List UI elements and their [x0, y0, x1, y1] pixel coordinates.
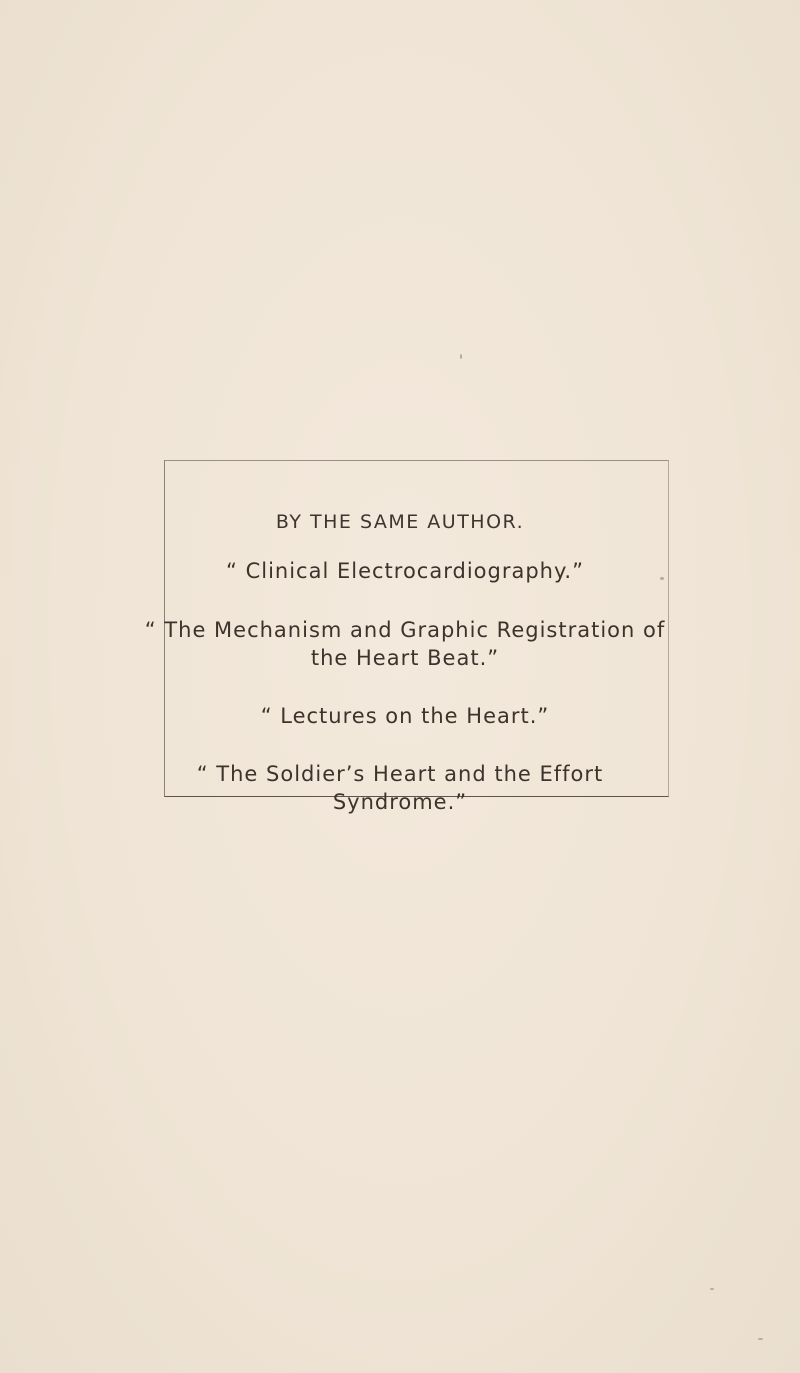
paper-speck: [710, 1288, 714, 1290]
page-heading: BY THE SAME AUTHOR.: [275, 511, 525, 533]
book-title-4: “ The Soldier’s Heart and the Effort Syndrome.”: [196, 762, 604, 814]
paper-speck: [758, 1338, 763, 1340]
book-title-3: “ Lectures on the Heart.”: [260, 704, 550, 728]
paper-speck: [460, 354, 462, 359]
book-title-2: “ The Mechanism and Graphic Registration of the Heart Beat.”: [144, 618, 666, 670]
book-title-1: “ Clinical Electrocardiography.”: [226, 559, 584, 583]
paper-speck: [660, 577, 664, 580]
